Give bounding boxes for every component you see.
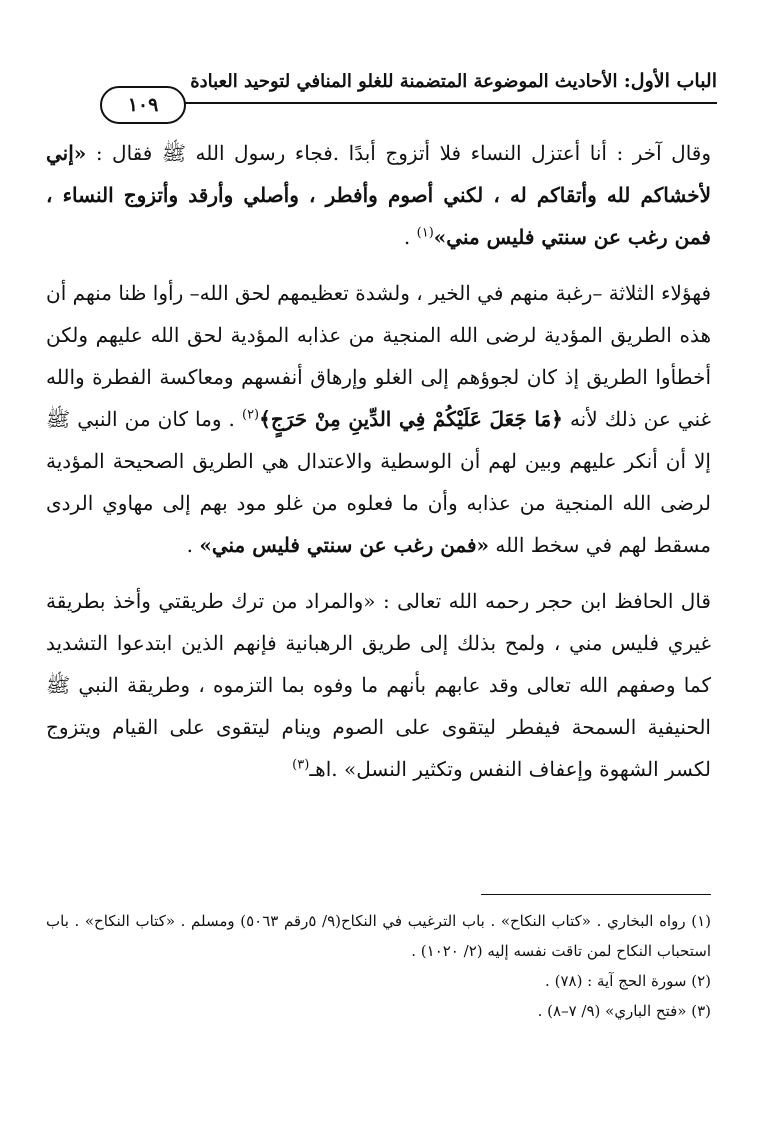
paragraph-3-text: قال الحافظ ابن حجر رحمه الله تعالى : «والمراد من ترك طريقتي وأخذ بطريقة غيري فليس مني ، ولمح بذلك إلى طريق الرهبانية فإنهم الذين ابتدعوا التشديد كما وصفهم الله تعالى وقد عابهم بأنهم ما وفوه بما التزموه ، وطريقة النبي ﷺ الحنيفية السمحة فيفطر ليتقوى على الصوم وينام ليتقوى على القيام ويتزوج لكسر الشهوة وإعفاف النفس وتكثير النسل» .اهـ <box>46 589 711 781</box>
hadith-quote-2: «فمن رغب عن سنتي فليس مني» <box>199 533 490 557</box>
paragraph-1-intro: وقال آخر : أنا أعتزل النساء فلا أتزوج أبدًا .فجاء رسول الله ﷺ فقال : <box>95 141 712 165</box>
paragraph-2 <box>46 272 711 566</box>
paragraph-1-end: . <box>403 225 417 249</box>
paragraph-2-text-1: فهؤلاء الثلاثة –رغبة منهم في الخير ، ولشدة تعظيمهم لحق الله– رأوا ظنا منهم أن هذه الطريق المؤدية لرضى الله المنجية من عذابه المؤدية لحق الله عليهم ولكن أخطأوا الطريق إذ كان لجوؤهم إلى الغلو وإرهاق أنفسهم ومعاكسة الفطرة والله غني عن ذلك لأنه <box>46 281 712 431</box>
footnotes <box>46 906 711 1026</box>
footnote-ref-2: (٢) <box>241 407 260 423</box>
paragraph-2-text-2: . وما كان من النبي ﷺ إلا أن أنكر عليهم وبين لهم أن الوسطية والاعتدال هي الطريق الصحيحة المؤدية لرضى الله المنجية من عذابه وأن ما فعلوه من غلو مود بهم إلى مهاوي الردى مسقط لهم في سخط الله <box>46 407 711 557</box>
paragraph-3 <box>46 580 711 790</box>
chapter-title: الأحاديث الموضوعة المتضمنة للغلو المنافي لتوحيد العبادة <box>190 71 618 92</box>
hadith-quote: «إني لأخشاكم لله وأتقاكم له ، لكني أصوم وأفطر ، وأصلي وأرقد وأتزوج النساء ، فمن رغب عن سنتي فليس مني» <box>46 141 711 249</box>
chapter-label: الباب الأول: <box>623 70 717 92</box>
page-header <box>100 62 717 122</box>
paragraph-1 <box>46 132 711 258</box>
footnote-ref-3: (٣) <box>292 757 310 773</box>
footnote-2: (٢) سورة الحج آية : (٧٨) . <box>545 972 711 990</box>
running-title <box>190 70 717 92</box>
main-text <box>46 132 711 790</box>
footnote-ref-1: (١) <box>416 225 434 241</box>
footnote-separator <box>481 894 711 895</box>
footnote-3: (٣) «فتح الباري» (٩/ ٧–٨) . <box>537 1002 711 1020</box>
page-number: ١٠٩ <box>100 86 186 124</box>
footnote-1: (١) رواه البخاري . «كتاب النكاح» . باب الترغيب في النكاح(٩/ ٥رقم ٥٠٦٣) ومسلم . «كتاب النكاح» . باب استحباب النكاح لمن تاقت نفسه إليه (٢/ ١٠٢٠) . <box>46 912 711 960</box>
paragraph-2-end: . <box>186 533 200 557</box>
header-rule <box>160 102 717 104</box>
quran-verse: ﴿مَا جَعَلَ عَلَيْكُمْ فِي الدِّينِ مِنْ حَرَجٍ﴾ <box>259 407 563 431</box>
